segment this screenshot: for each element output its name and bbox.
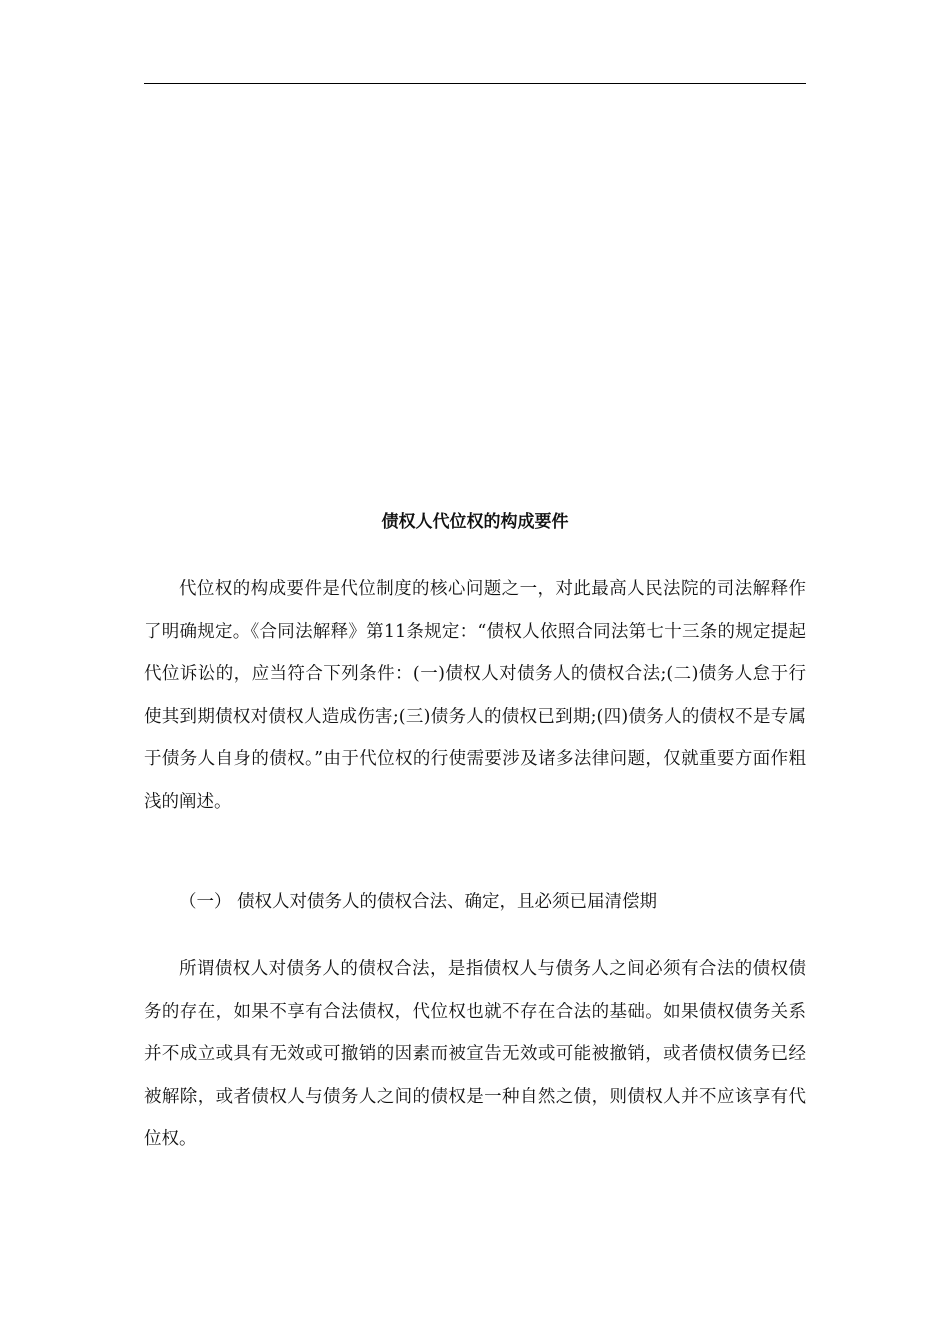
paragraph-section-1: 所谓债权人对债务人的债权合法，是指债权人与债务人之间必须有合法的债权债务的存在，如果不享有合法债权，代位权也就不存在合法的基础。如果债权债务关系并不成立或具有无效或可撤销的因素而被宣告无效或可能被撤销，或者债权债务已经被解除，或者债权人与债务人之间的债权是一种自然之债，则债权人并不应该享有代位权。: [144, 959, 806, 1150]
document-title: 债权人代位权的构成要件: [381, 512, 569, 532]
paragraph-intro: 代位权的构成要件是代位制度的核心问题之一，对此最高人民法院的司法解释作了明确规定。《合同法解释》第11条规定：“债权人依照合同法第七十三条的规定提起代位诉讼的，应当符合下列条件：(一)债权人对债务人的债权合法;(二)债务人怠于行使其到期债权对债权人造成伤害;(三)债务人的债权已到期;(四)债务人的债权不是专属于债务人自身的债权。”由于代位权的行使需要涉及诸多法律问题，仅就重要方面作粗浅的阐述。: [144, 579, 806, 812]
header-rule: [144, 83, 806, 84]
section-heading-1: （一） 债权人对债务人的债权合法、确定，且必须已届清偿期: [179, 892, 658, 912]
